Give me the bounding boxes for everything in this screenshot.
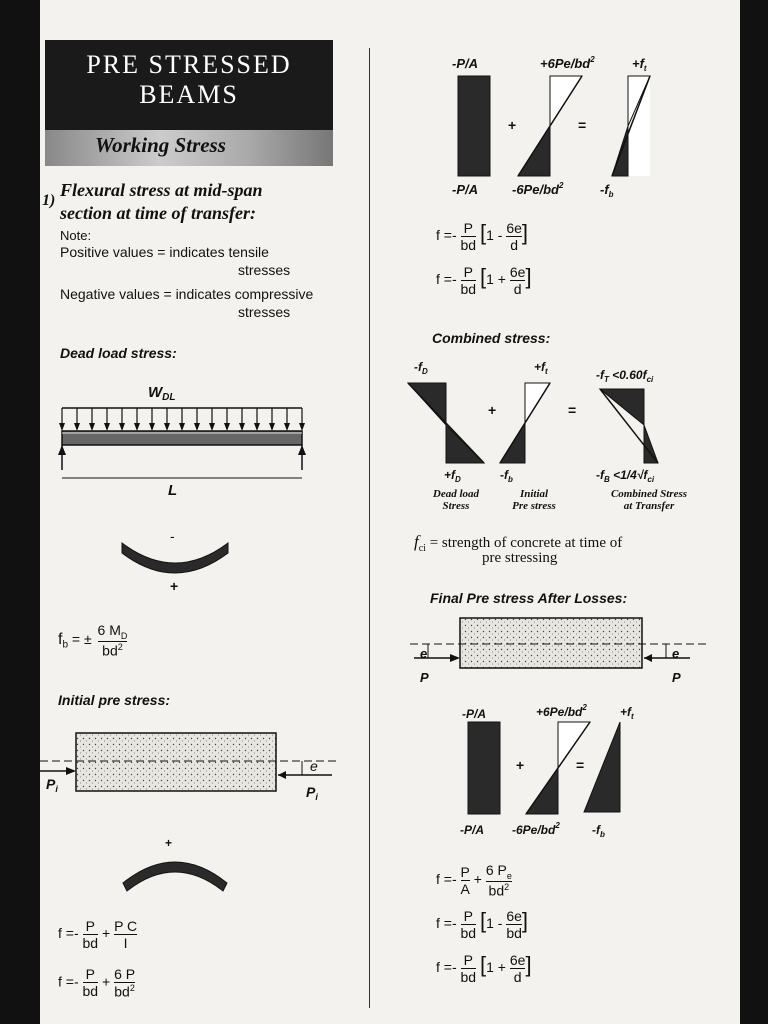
svg-text:=: = xyxy=(578,117,587,133)
note-negative: Negative values = indicates compressive xyxy=(60,286,314,302)
column-divider xyxy=(369,48,370,1008)
udl-arrowhead xyxy=(299,423,305,431)
udl-arrowhead xyxy=(194,423,200,431)
final-formula-1: f =- $\frac{P}{A}$ + $\frac{6 P_e}{bd^2}$ xyxy=(436,862,512,899)
svg-text:-P/A: -P/A xyxy=(452,56,478,71)
final-prestress-heading: Final Pre stress After Losses: xyxy=(430,590,628,606)
sagging-arc-1 xyxy=(110,525,240,595)
working-stress-banner xyxy=(45,130,333,166)
initial-formula-1: f =- $\frac{P}{bd}$ + $\frac{\text{P C}}{I}$ xyxy=(58,918,138,951)
e-label-1: e xyxy=(310,758,318,774)
fci-definition-cont: pre stressing xyxy=(482,550,558,566)
fci-definition: $f_{ci}$ = strength of concrete at time of xyxy=(414,532,623,554)
chapter-title-line1: PRE STRESSED xyxy=(86,50,292,79)
caption-initial: Initial Pre stress xyxy=(512,488,556,512)
svg-text:+: + xyxy=(508,117,517,133)
dead-load-beam-diagram xyxy=(50,375,320,500)
prestressed-beam-diagram-2 xyxy=(410,612,710,692)
udl-arrowhead xyxy=(104,423,110,431)
udl-arrowhead xyxy=(209,423,215,431)
dead-load-heading: Dead load stress: xyxy=(60,345,177,361)
caption-combined: Combined Stress at Transfer xyxy=(610,488,688,512)
udl-arrowhead xyxy=(74,423,80,431)
udl-arrowhead xyxy=(59,423,65,431)
udl-arrowhead xyxy=(254,423,260,431)
final-formula-3: f =- $\frac{P}{bd}$ [1 + $\frac{6e}{d}$ ] xyxy=(436,952,532,985)
svg-text:+: + xyxy=(488,402,497,418)
svg-text:-P/A: -P/A xyxy=(460,823,484,837)
svg-text:+6Pe/bd2: $+6Pe/bd^2$ xyxy=(540,55,595,71)
udl-arrowhead xyxy=(134,423,140,431)
udl-arrowhead xyxy=(284,423,290,431)
combined-stress-diagram xyxy=(400,355,710,485)
hogging-arc xyxy=(115,835,235,895)
wdl-label: $W_{DL}$ xyxy=(148,384,176,403)
pi-left-label: $P_i$ xyxy=(46,776,58,794)
chapter-title-box xyxy=(45,40,333,132)
svg-text:+6Pe/bd2: $+6Pe/bd^2$ xyxy=(536,703,587,719)
svg-text:+ft: $+f_t$ xyxy=(534,360,548,376)
stress-diagram-transfer xyxy=(440,52,670,212)
svg-text:-P/A: -P/A xyxy=(462,707,486,721)
combined-stress-heading: Combined stress: xyxy=(432,330,551,346)
stress-diagram-final xyxy=(452,702,662,842)
svg-text:P: P xyxy=(672,670,681,685)
note-negative-cont: stresses xyxy=(238,304,291,320)
ft-transfer-formula: f =- $\frac{P}{bd}$ [1 - $\frac{6e}{d}$ ] xyxy=(436,220,529,253)
svg-text:P: P xyxy=(420,670,429,685)
svg-text:-fB <1/4√fci: $-f_B <1/4√f_{ci}$ xyxy=(596,468,655,484)
note-positive: Positive values = indicates tensile xyxy=(60,244,269,260)
svg-text:=: = xyxy=(568,402,577,418)
fb-transfer-formula: f =- $\frac{P}{bd}$ [1 + $\frac{6e}{d}$ ] xyxy=(436,264,532,297)
udl-arrowhead xyxy=(179,423,185,431)
svg-text:+ft: $+f_t$ xyxy=(632,56,647,73)
span-label: L xyxy=(168,482,178,499)
svg-text:-fD: $-f_D$ xyxy=(414,360,428,376)
svg-text:+: + xyxy=(516,757,525,773)
note-label: Note: xyxy=(60,228,92,243)
beam-section xyxy=(76,733,276,791)
final-formula-2: f =- $\frac{P}{bd}$ [1 - $\frac{6e}{bd}$ ] xyxy=(436,908,529,941)
initial-prestress-heading: Initial pre stress: xyxy=(58,692,171,708)
udl-arrowhead xyxy=(269,423,275,431)
udl-arrowhead xyxy=(164,423,170,431)
udl-arrowhead xyxy=(119,423,125,431)
axial-block xyxy=(458,76,490,176)
svg-text:e: e xyxy=(672,646,680,661)
svg-text:=: = xyxy=(576,757,585,773)
caption-dead-load: Dead load Stress xyxy=(432,488,480,512)
svg-text:+ft: $+f_t$ xyxy=(620,705,634,721)
svg-text:-: - xyxy=(170,528,175,544)
section-heading-line1: Flexural stress at mid-span xyxy=(60,180,263,200)
svg-text:-fb: $-f_b$ xyxy=(600,182,614,199)
note-positive-cont: stresses xyxy=(238,262,291,278)
svg-text:-P/A: -P/A xyxy=(452,182,478,197)
initial-formula-2: f =- $\frac{P}{bd}$ + $\frac{6 P}{bd^2}$ xyxy=(58,966,136,1000)
udl-arrowhead xyxy=(239,423,245,431)
svg-text:-6Pe/bd2: $-6Pe/bd^2$ xyxy=(512,181,564,197)
svg-text:-6Pe/bd2: $-6Pe/bd^2$ xyxy=(512,821,560,837)
section-heading-line2: section at time of transfer: xyxy=(60,203,256,223)
udl-arrowhead xyxy=(224,423,230,431)
chapter-title-line2: BEAMS xyxy=(139,80,239,109)
svg-text:+: + xyxy=(170,578,179,594)
banner-text: Working Stress xyxy=(95,133,226,157)
fb-dead-load-formula: $f_b$ = ± $\frac{6 M_D}{bd^2}$ xyxy=(58,622,128,659)
udl-arrowhead xyxy=(89,423,95,431)
udl-arrows xyxy=(59,408,305,431)
section-number: 1) xyxy=(42,192,56,209)
svg-text:e: e xyxy=(420,646,428,661)
svg-text:-fb: $-f_b$ xyxy=(592,823,605,839)
svg-text:-fb: $-f_b$ xyxy=(500,468,513,484)
prestressed-beam-diagram-1 xyxy=(40,725,340,815)
udl-arrowhead xyxy=(149,423,155,431)
svg-text:+: + xyxy=(165,836,173,850)
svg-text:+fD: $+f_D$ xyxy=(444,468,461,484)
pi-right-label: $P_i$ xyxy=(306,784,318,802)
svg-text:-fT <0.60fci: $-f_T <0.60f_{ci}$ xyxy=(596,368,654,384)
